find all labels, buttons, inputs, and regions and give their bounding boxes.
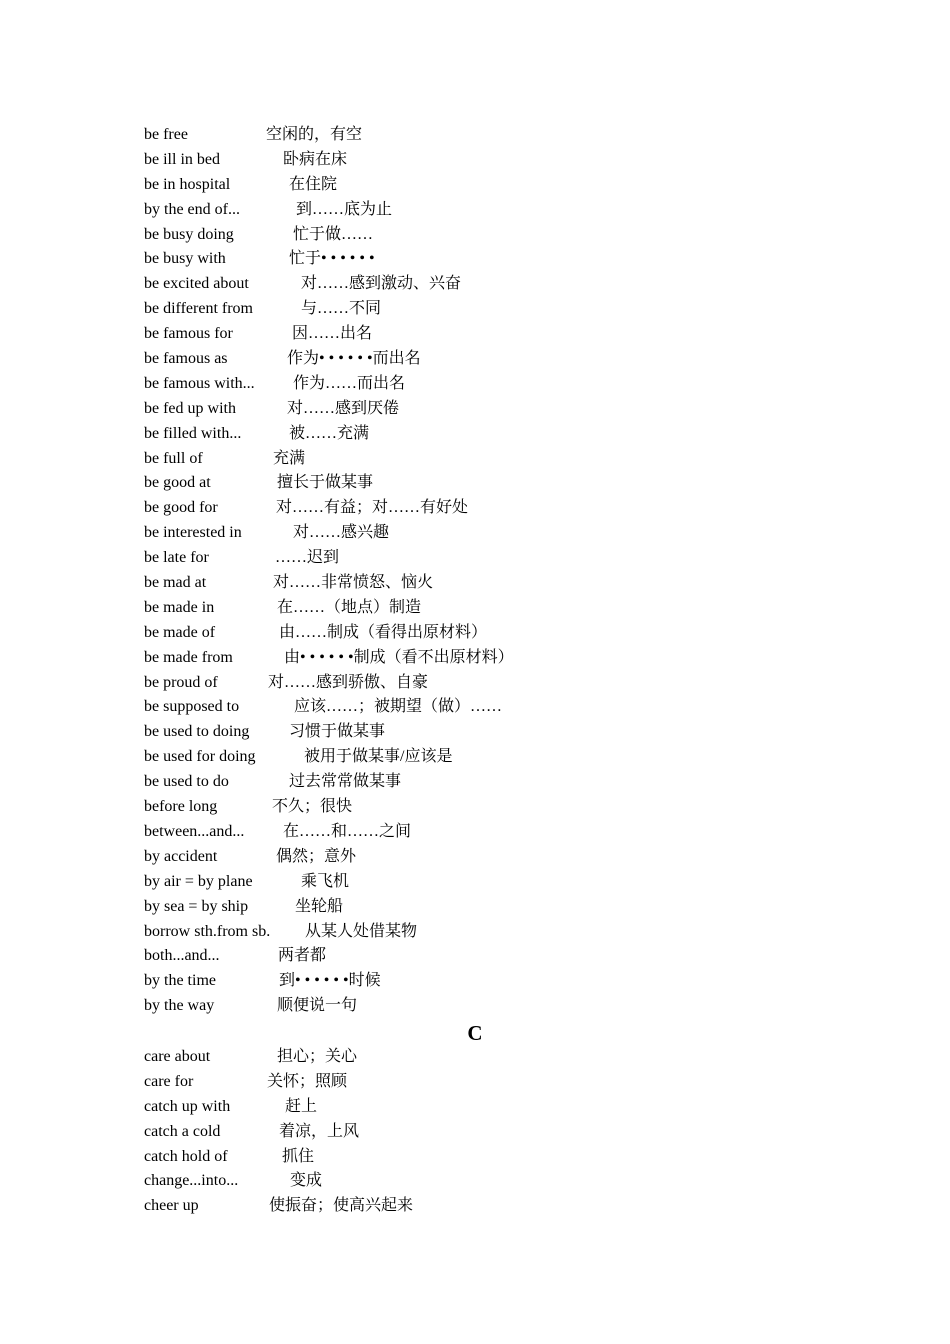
phrase-entry bbox=[144, 422, 844, 447]
phrase-meaning: 对……感到激动、兴奋 bbox=[301, 275, 462, 293]
phrase-meaning: ……迟到 bbox=[275, 549, 340, 567]
phrase-entry bbox=[144, 447, 844, 472]
phrase-meaning: 对……非常愤怒、恼火 bbox=[273, 574, 434, 592]
phrase-entry bbox=[144, 1194, 844, 1219]
phrase-meaning: 两者都 bbox=[278, 947, 327, 965]
phrase-meaning: 着凉，上风 bbox=[279, 1122, 360, 1140]
phrase-meaning: 偶然；意外 bbox=[276, 847, 357, 865]
phrase-meaning: 应该……；被期望（做）…… bbox=[294, 698, 503, 716]
phrase-text: be different from bbox=[144, 300, 253, 318]
phrase-meaning: 关怀；照顾 bbox=[267, 1072, 348, 1090]
phrase-meaning: 顺便说一句 bbox=[277, 997, 358, 1015]
phrase-meaning: 忙于做…… bbox=[293, 225, 374, 243]
phrase-text: by the end of... bbox=[144, 200, 240, 218]
phrase-entry bbox=[144, 745, 844, 770]
phrase-entry bbox=[144, 695, 844, 720]
phrase-entry bbox=[144, 372, 844, 397]
phrase-entry bbox=[144, 994, 844, 1019]
phrase-text: be excited about bbox=[144, 275, 249, 293]
phrase-list-b bbox=[144, 123, 844, 1019]
phrase-text: be full of bbox=[144, 449, 203, 467]
phrase-entry bbox=[144, 123, 844, 148]
phrase-entry bbox=[144, 870, 844, 895]
phrase-text: be used to do bbox=[144, 773, 229, 791]
phrase-meaning: 忙于• • • • • • bbox=[289, 250, 375, 268]
phrase-text: catch a cold bbox=[144, 1122, 221, 1140]
phrase-text: be late for bbox=[144, 549, 209, 567]
phrase-meaning: 卧病在床 bbox=[283, 150, 348, 168]
phrase-entry bbox=[144, 944, 844, 969]
phrase-meaning: 在……（地点）制造 bbox=[277, 598, 422, 616]
phrase-text: be made of bbox=[144, 623, 216, 641]
phrase-meaning: 在住院 bbox=[289, 175, 338, 193]
phrase-meaning: 由……制成（看得出原材料） bbox=[279, 623, 488, 641]
phrase-meaning: 作为• • • • • •而出名 bbox=[287, 350, 421, 368]
phrase-entry bbox=[144, 347, 844, 372]
phrase-meaning: 对……感到骄傲、自豪 bbox=[268, 673, 429, 691]
phrase-text: change...into... bbox=[144, 1172, 239, 1190]
phrase-text: be proud of bbox=[144, 673, 218, 691]
phrase-meaning: 从某人处借某物 bbox=[305, 922, 418, 940]
phrase-text: be good at bbox=[144, 474, 211, 492]
phrase-text: be filled with... bbox=[144, 424, 242, 442]
phrase-entry bbox=[144, 845, 844, 870]
phrase-meaning: 对……有益；对……有好处 bbox=[276, 499, 469, 517]
phrase-meaning: 充满 bbox=[273, 449, 306, 467]
phrase-entry bbox=[144, 546, 844, 571]
phrase-text: be made from bbox=[144, 648, 233, 666]
phrase-entry bbox=[144, 820, 844, 845]
phrase-entry bbox=[144, 1169, 844, 1194]
phrase-entry bbox=[144, 471, 844, 496]
phrase-text: be mad at bbox=[144, 574, 207, 592]
phrase-entry bbox=[144, 571, 844, 596]
phrase-text: be ill in bed bbox=[144, 150, 220, 168]
phrase-text: be in hospital bbox=[144, 175, 231, 193]
phrase-entry bbox=[144, 148, 844, 173]
phrase-meaning: 赶上 bbox=[285, 1097, 318, 1115]
phrase-entry bbox=[144, 969, 844, 994]
phrase-text: borrow sth.from sb. bbox=[144, 922, 271, 940]
phrase-text: by the way bbox=[144, 997, 215, 1015]
phrase-text: before long bbox=[144, 798, 218, 816]
phrase-text: be fed up with bbox=[144, 399, 236, 417]
phrase-meaning: 到• • • • • •时候 bbox=[279, 972, 381, 990]
phrase-entry bbox=[144, 198, 844, 223]
phrase-meaning: 与……不同 bbox=[301, 300, 382, 318]
phrase-entry bbox=[144, 895, 844, 920]
phrase-meaning: 坐轮船 bbox=[295, 897, 344, 915]
phrase-text: be famous as bbox=[144, 350, 228, 368]
phrase-entry bbox=[144, 1145, 844, 1170]
phrase-text: by air = by plane bbox=[144, 872, 253, 890]
phrase-text: be busy doing bbox=[144, 225, 234, 243]
phrase-meaning: 乘飞机 bbox=[301, 872, 350, 890]
phrase-entry bbox=[144, 720, 844, 745]
phrase-entry bbox=[144, 770, 844, 795]
phrase-text: be used to doing bbox=[144, 723, 250, 741]
phrase-meaning: 因……出名 bbox=[292, 325, 373, 343]
phrase-text: catch up with bbox=[144, 1097, 231, 1115]
phrase-meaning: 对……感兴趣 bbox=[293, 524, 390, 542]
phrase-text: by accident bbox=[144, 847, 218, 865]
phrase-entry bbox=[144, 1120, 844, 1145]
phrase-entry bbox=[144, 621, 844, 646]
phrase-entry bbox=[144, 496, 844, 521]
phrase-meaning: 被……充满 bbox=[289, 424, 370, 442]
phrase-text: be free bbox=[144, 126, 188, 143]
phrase-entry bbox=[144, 795, 844, 820]
phrase-text: be famous with... bbox=[144, 374, 255, 392]
phrase-meaning: 被用于做某事/应该是 bbox=[304, 748, 453, 766]
phrase-meaning: 作为……而出名 bbox=[293, 374, 406, 392]
phrase-entry bbox=[144, 671, 844, 696]
phrase-meaning: 到……底为止 bbox=[296, 200, 393, 218]
phrase-entry bbox=[144, 1070, 844, 1095]
phrase-meaning: 由• • • • • •制成（看不出原材料） bbox=[284, 648, 514, 666]
phrase-entry bbox=[144, 646, 844, 671]
phrase-meaning: 习惯于做某事 bbox=[289, 723, 386, 741]
phrase-entry bbox=[144, 322, 844, 347]
phrase-list-c bbox=[144, 1045, 844, 1219]
phrase-text: care about bbox=[144, 1048, 211, 1065]
phrase-entry bbox=[144, 596, 844, 621]
phrase-text: be supposed to bbox=[144, 698, 240, 716]
phrase-meaning: 使振奋；使高兴起来 bbox=[269, 1197, 414, 1215]
phrase-meaning: 不久；很快 bbox=[272, 798, 353, 816]
phrase-entry bbox=[144, 173, 844, 198]
phrase-text: care for bbox=[144, 1072, 194, 1090]
phrase-meaning: 空闲的，有空 bbox=[266, 126, 363, 143]
phrase-text: catch hold of bbox=[144, 1147, 228, 1165]
phrase-text: be used for doing bbox=[144, 748, 256, 766]
phrase-text: be busy with bbox=[144, 250, 226, 268]
phrase-meaning: 在……和……之间 bbox=[283, 822, 412, 840]
phrase-text: by sea = by ship bbox=[144, 897, 249, 915]
phrase-text: both...and... bbox=[144, 947, 220, 965]
phrase-meaning: 过去常常做某事 bbox=[289, 773, 402, 791]
phrase-text: be famous for bbox=[144, 325, 233, 343]
phrase-entry bbox=[144, 272, 844, 297]
phrase-meaning: 变成 bbox=[290, 1172, 323, 1190]
phrase-text: be made in bbox=[144, 598, 215, 616]
phrase-text: cheer up bbox=[144, 1197, 199, 1215]
phrase-entry bbox=[144, 920, 844, 945]
phrase-entry bbox=[144, 247, 844, 272]
phrase-meaning: 对……感到厌倦 bbox=[287, 399, 400, 417]
phrase-entry bbox=[144, 1045, 844, 1070]
phrase-entry bbox=[144, 223, 844, 248]
phrase-entry bbox=[144, 397, 844, 422]
section-heading-c: C bbox=[467, 1021, 483, 1045]
phrase-text: be good for bbox=[144, 499, 218, 517]
phrase-entry bbox=[144, 297, 844, 322]
phrase-meaning: 担心；关心 bbox=[277, 1048, 358, 1065]
phrase-entry bbox=[144, 521, 844, 546]
phrase-text: between...and... bbox=[144, 822, 245, 840]
phrase-meaning: 擅长于做某事 bbox=[277, 474, 374, 492]
phrase-text: by the time bbox=[144, 972, 216, 990]
phrase-entry bbox=[144, 1095, 844, 1120]
phrase-text: be interested in bbox=[144, 524, 242, 542]
phrase-meaning: 抓住 bbox=[282, 1147, 315, 1165]
